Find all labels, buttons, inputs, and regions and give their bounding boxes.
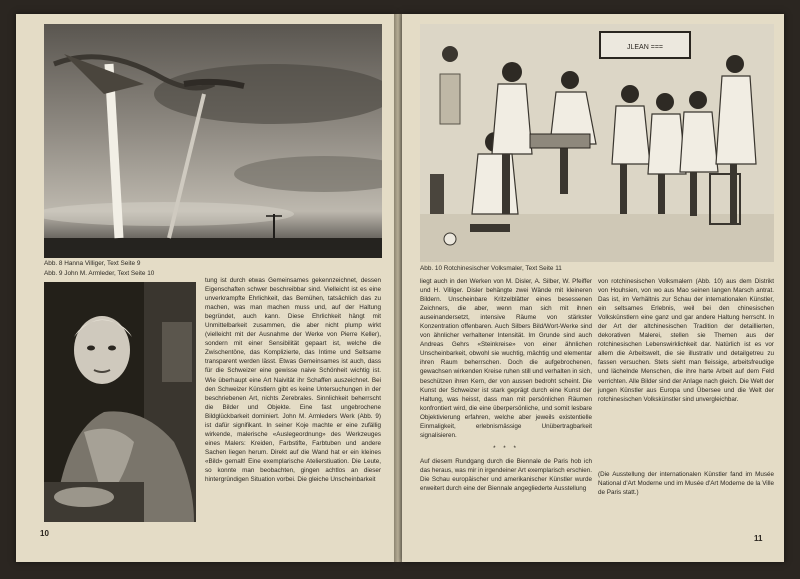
figure-9-caption: Abb. 9 John M. Armleder, Text Seite 10 xyxy=(44,270,155,277)
left-page xyxy=(16,14,394,562)
figure-8-caption: Abb. 8 Hanna Villiger, Text Seite 9 xyxy=(44,260,141,267)
right-column-1-paragraph: liegt auch in den Werken von M. Disler, A. Silber, W. Pfeiffer und H. Villiger. Disler behängte zwei Wände mit kleineren Bildern. Unscheinbare Kritzelblätter eines besessenen Zeichners, die aber, wenn man sich mit ihnen auseinandersetzt, intensive Räume von stärkster Konzentration offenbaren. Auch Silbers Bild/Wort-Werke sind von ähnlicher verhaltener Intensität. Im Grunde sind auch Andreas Gehrs «Steinkreise» von einer ähnlichen Unscheinbarkeit, obwohl sie wuchtig, mächtig und elementar ihren Raum beherrschen. Doch die aufgebrochenen, gewachsen wirkenden Kreise ruhen still und verhalten in sich, beschützen ihren Kern, der von aussen bedroht scheint. Die Kunst der Schweizer ist stark geprägt durch eine Kunst der Haltung, was heisst, dass man mit persönlichen Räumen konfrontiert wird, die eine überpersönliche, und somit lesbare Objektivierung erfahren, welche aber jeweils existentielle Einmaligkeit, erlebnismässige Unübertragbarkeit signalisieren. xyxy=(420,278,592,439)
page-number-left: 10 xyxy=(40,529,49,538)
book-gutter xyxy=(394,14,402,562)
folk-painting-image xyxy=(420,24,774,262)
poster-sign-text: JLEAN === xyxy=(627,44,663,51)
figure-9-photo xyxy=(44,282,196,522)
figure-8-photo xyxy=(44,24,382,258)
section-separator: * * * xyxy=(493,444,519,452)
child-portrait-image xyxy=(44,282,196,522)
right-page xyxy=(402,14,784,562)
exhibition-note: (Die Ausstellung der internationalen Künstler fand im Musée National d'Art Moderne und im Musée d'Art Moderne de la Ville de Paris statt.) xyxy=(598,470,774,496)
page-number-right: 11 xyxy=(754,534,763,543)
figure-10-caption: Abb. 10 Rotchinesischer Volksmaler, Text Seite 11 xyxy=(420,265,562,272)
right-column-2-paragraph: von rotchinesischen Volksmalern (Abb. 10) aus dem Distrikt von Houhsien, von wo aus Mao seinen langen Marsch antrat. Das ist, im Verhältnis zur Schau der internationalen Künstler, ein seltsames Erlebnis, weil bei den chinesischen Volkskünstlern eine ganz und gar andere Haltung herrscht. In der Art der altchinesischen Tradition der detaillierten, dekorativen Malerei, stellen sie Themen aus der rotchinesischen Lebenswirklichkeit dar. Natürlich ist es vor allem die Arbeitswelt, die sie illustrativ und detailgetreu zu fassen versuchen. Stets sieht man fleissige, arbeitsfreudige und lächelnde Menschen, die ihre harte Arbeit auf dem Feld verrichten. Alle Bilder sind der Anlage nach gleich. Die Welt der jungen Künstler aus Europa und Übersee und die Welt der rotchinesischen Volkskünstler sind unvergleichbar. xyxy=(598,278,774,403)
right-column-1-paragraph-2: Auf diesem Rundgang durch die Biennale de Paris hob ich das heraus, was mir in irgendeiner Art exemplarisch erschien. Die Schau europäischer und amerikanischer Künstler wurde erweitert durch eine der Biennale angegliederte Ausstellung xyxy=(420,457,592,493)
left-column-text xyxy=(205,276,381,484)
figure-10-illustration xyxy=(420,24,774,262)
left-column-paragraph: tung ist durch etwas Gemeinsames gekennzeichnet, dessen Eigenschaften schwer beschreibbar sind. Vielleicht ist es eine unverkrampfte Ehrlichkeit, das Bemühen, tatsächlich das zu machen, was man machen muss und, auf der Haltung begründet, auch kann. Diese Ehrlichkeit hängt mit Unmittelbarkeit zusammen, die aber nicht plump wirkt (vielleicht mit der Ausnahme der Werke von Pierre Keller), sondern mit einer Sensibilität gepaart ist, welche die Zwischentöne, das Komplizierte, das Intime und Seltsame transparent werden lässt. Etwas Gemeinsames ist auch, dass für die Schweizer eine gewisse naive Schönheit wichtig ist. Wie überhaupt eine Art Naivität ihr Schaffen auszeichnet. Bei den Schweizer Künstlern gibt es keine Untersuchungen in der beschriebenen Art, nichts Zerebrales. Sinnlichkeit beherrscht die Bilder und Objekte. Eine fast ungebrochene Bildglückbarkeit dominiert. John M. Armleders Werk (Abb. 9) ist dafür signifikant. In seiner Koje machte er eine zufällig wirkende, malerische «Auslegeordnung» des Werkzeuges eines Malers: Kreiden, Farbstifte, Farbtuben und andere Sachen liegen herum. Direkt auf die Wand hat er ein kleines «Bild» gemalt! Eine exemplarische Atelierstiuation. Die Leute, so konnte man beobachten, gingen achtlos an dieser hintergründigen Situation vorbei. Die gleiche Unscheinbarkeit xyxy=(205,277,381,484)
right-column-1 xyxy=(420,277,592,493)
right-column-2 xyxy=(598,277,774,497)
sky-poles-image xyxy=(44,24,382,258)
